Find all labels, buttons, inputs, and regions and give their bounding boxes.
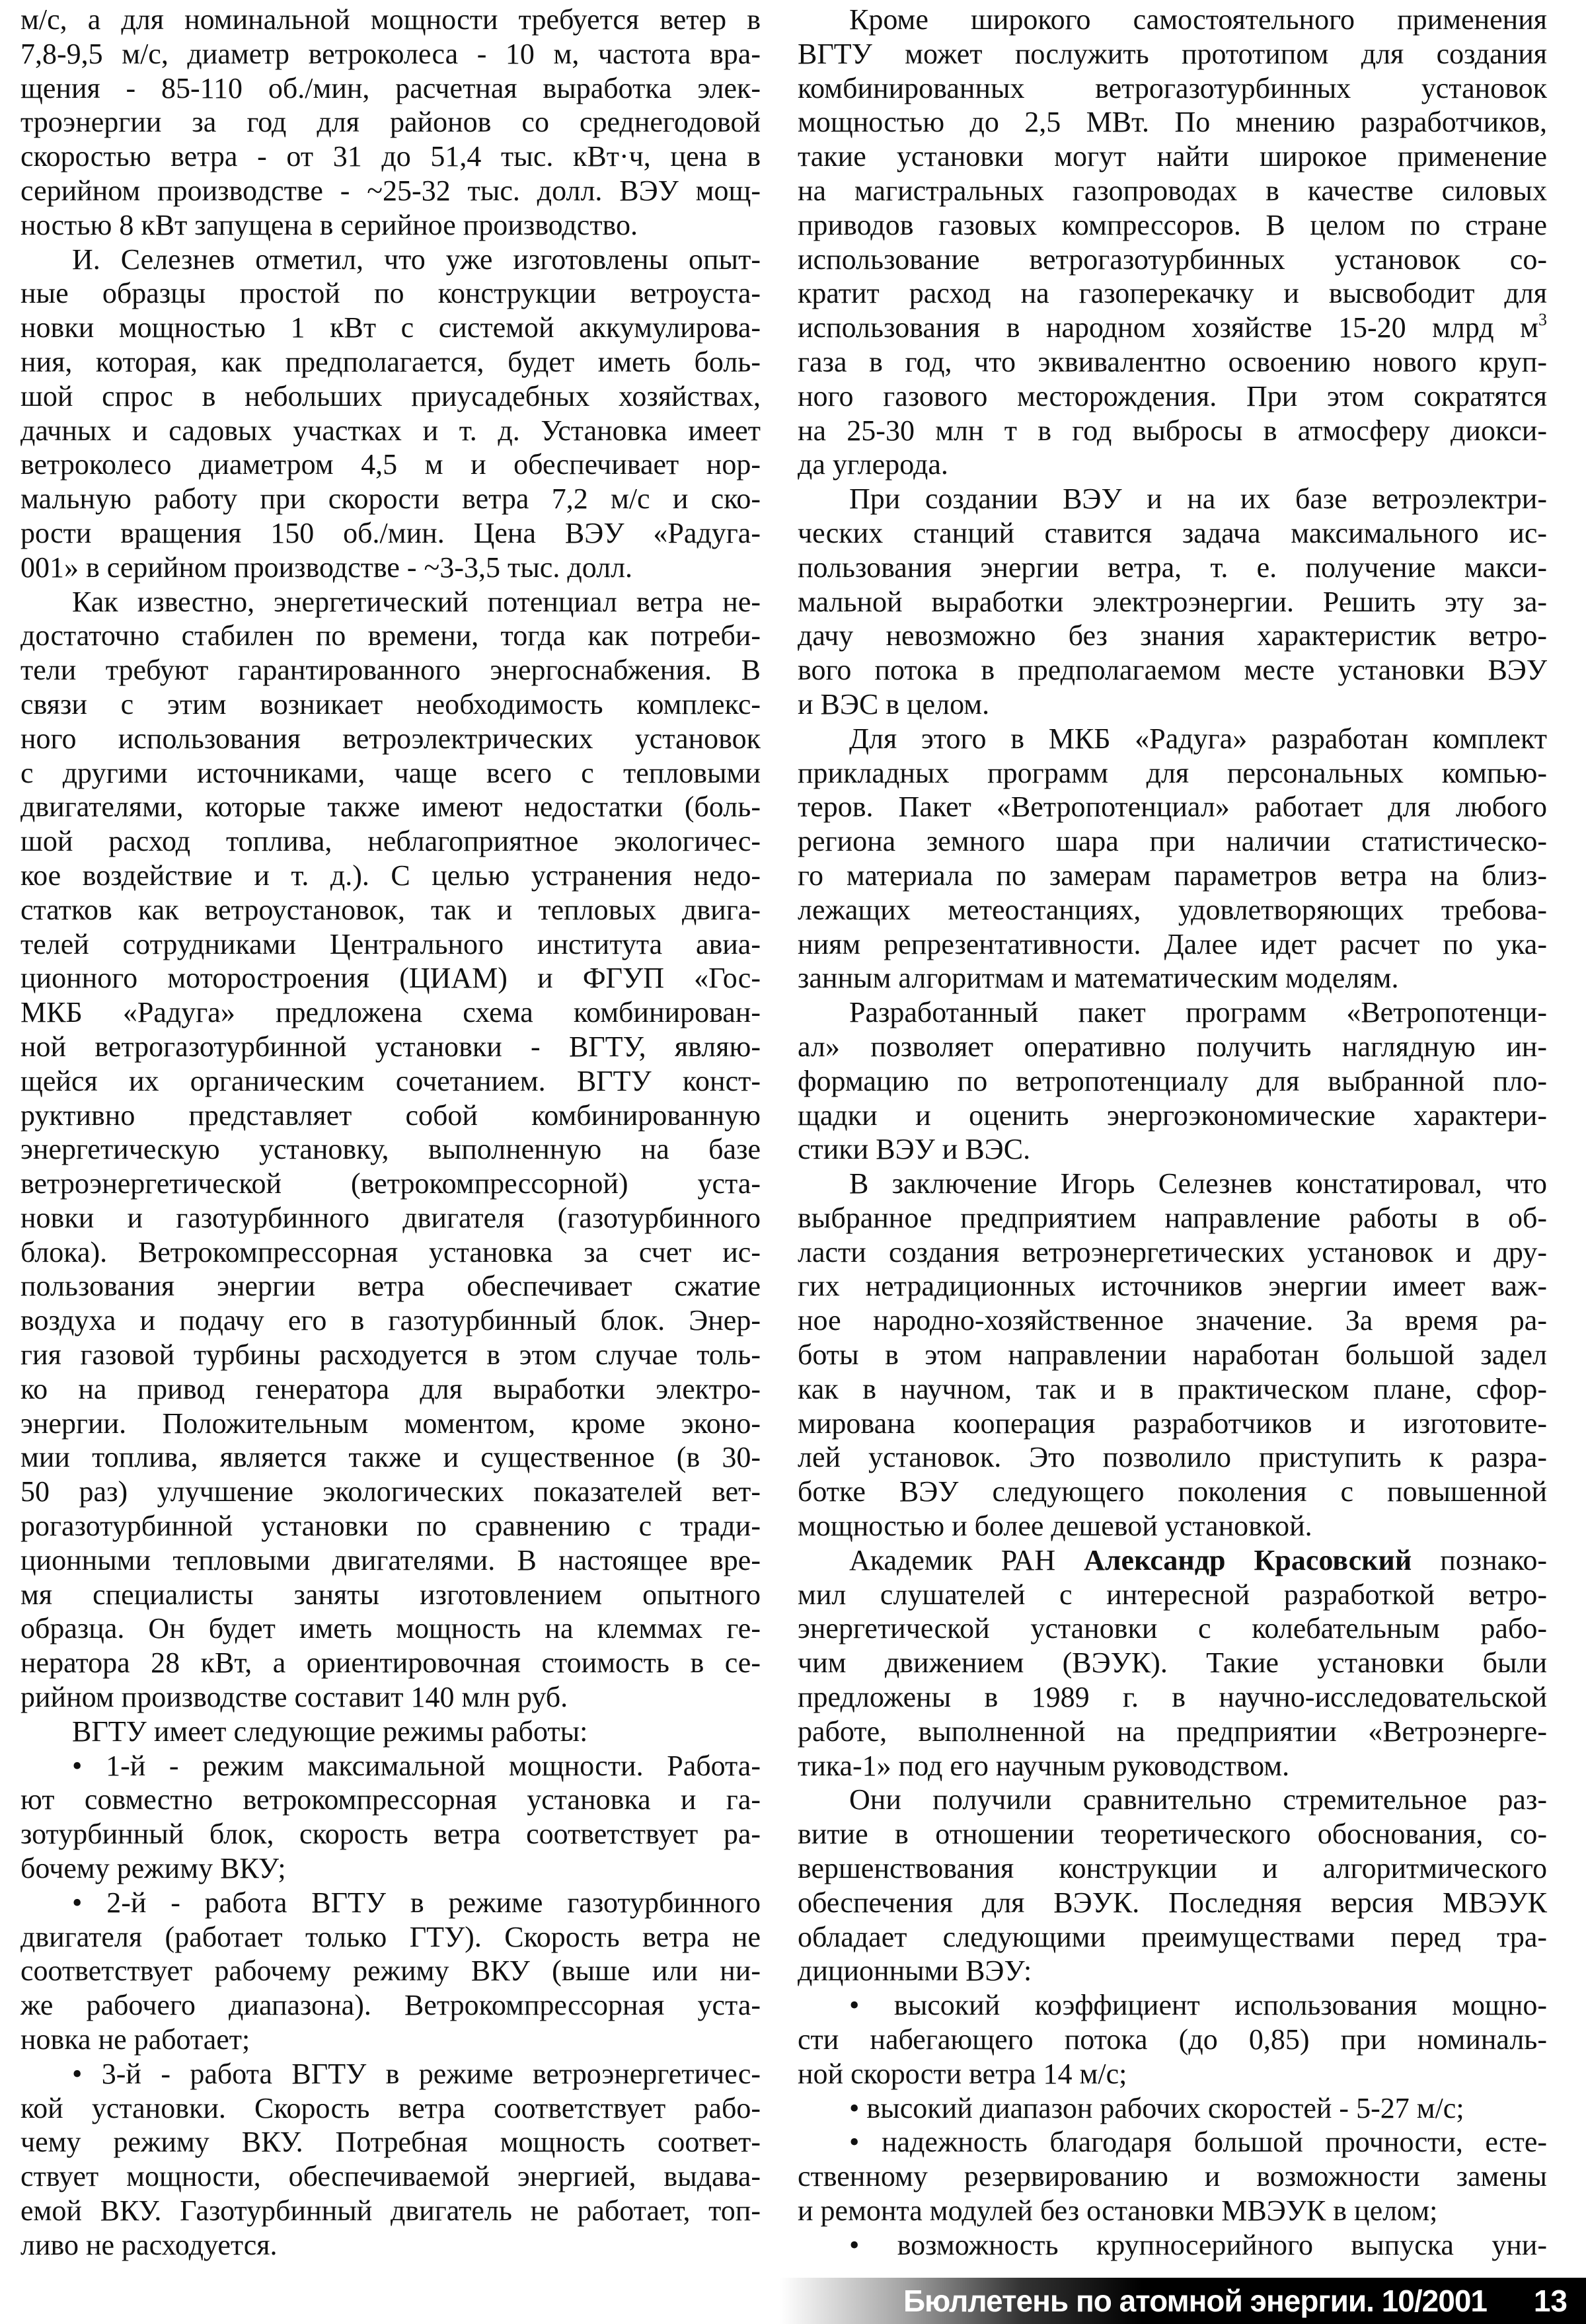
text-line: комбинированных ветрогазотурбинных установок (798, 71, 1547, 104)
text-line: ВГТУ имеет следующие режимы работы: (72, 1715, 588, 1748)
text-line: ционного моторостроения (ЦИАМ) и ФГУП «Гос- (20, 962, 761, 995)
paragraph (798, 2228, 1547, 2263)
text-line: ал» позволяет оперативно получить наглядную ин- (798, 1030, 1547, 1063)
text-line: ВГТУ может послужить прототипом для создания (798, 37, 1547, 70)
text-line: щения - 85-110 об./мин, расчетная выработка элек- (20, 71, 761, 104)
text-line: энергии. Положительным моментом, кроме эконо- (20, 1407, 761, 1440)
text-line: гия газовой турбины расходуется в этом случае толь- (20, 1338, 761, 1372)
text-line: скоростью ветра - от 31 до 51,4 тыс. кВт·ч, цена в (20, 140, 761, 173)
text-line: ционными тепловыми двигателями. В настоящее вре- (20, 1543, 761, 1576)
text-line: зотурбинный блок, скорость ветра соответствует ра- (20, 1818, 761, 1851)
text-line: мальной выработки электроэнергии. Решить эту за- (798, 585, 1547, 618)
text-line: газа в год, что эквивалентно освоению нового круп- (798, 345, 1547, 378)
text-line: серийном производстве - ~25-32 тыс. долл. ВЭУ мощ- (20, 174, 761, 207)
journal-title: Бюллетень по атомной энергии. 10/2001 (903, 2284, 1487, 2318)
text-line: 001» в серийном производстве - ~3-3,5 тыс. долл. (20, 551, 633, 584)
text-line: вого потока в предполагаемом месте установки ВЭУ (798, 654, 1547, 687)
text-line: с другими источниками, чаще всего с тепловыми (20, 756, 761, 789)
text-line: мил слушателей с интересной разработкой ветро- (798, 1578, 1547, 1611)
text-line: ветроэнергетической (ветрокомпрессорной) уста- (20, 1167, 761, 1200)
text-line: рийном производстве составит 140 млн руб. (20, 1681, 568, 1714)
text-line: энергетическую установку, выполненную на базе (20, 1133, 761, 1166)
text-line: воздуха и подачу его в газотурбинный блок. Энер- (20, 1304, 761, 1337)
paragraph (798, 1783, 1547, 1988)
text-line (798, 1543, 1547, 1578)
text-line: как в научном, так и в практическом плане, сфор- (798, 1372, 1547, 1405)
text-line: м/с, а для номинальной мощности требуется ветер в (20, 3, 761, 36)
text-line: боты в этом направлении наработан большой задел (798, 1338, 1547, 1372)
text-line: мя специалисты заняты изготовлением опытного (20, 1578, 761, 1611)
text-line: шой спрос в небольших приусадебных хозяйствах, (20, 379, 761, 412)
text-line: ния, которая, как предполагается, будет иметь боль- (20, 345, 761, 378)
text-line: дачных и садовых участках и т. д. Установка имеет (20, 414, 761, 447)
text-line: вершенствования конструкции и алгоритмического (798, 1852, 1547, 1885)
paragraph (20, 1749, 761, 1886)
text-line (798, 311, 1547, 345)
text-line: ствует мощности, обеспечиваемой энергией, выдава- (20, 2160, 761, 2193)
text-line: ностью 8 кВт запущена в серийное производство. (20, 208, 638, 241)
text-line: Кроме широкого самостоятельного применения (849, 3, 1547, 36)
text-line: троэнергии за год для районов со среднегодовой (20, 106, 761, 139)
text-line: обладает следующими преимуществами перед тра- (798, 1920, 1547, 1953)
text-line: и ремонта модулей без остановки МВЭУК в целом; (798, 2194, 1438, 2227)
text-segment: использования в народном хозяйстве 15-20 млрд м (798, 311, 1538, 344)
text-line: шой расход топлива, неблагоприятное экологичес- (20, 825, 761, 858)
text-line: • высокий диапазон рабочих скоростей - 5-27 м/с; (849, 2091, 1464, 2124)
text-line: соответствует рабочему режиму ВКУ (выше или ни- (20, 1955, 761, 1988)
text-line: При создании ВЭУ и на их базе ветроэлектри- (849, 483, 1547, 516)
text-line: емой ВКУ. Газотурбинный двигатель не работает, топ- (20, 2194, 761, 2227)
text-line: кратит расход на газоперекачку и высвободит для (798, 277, 1547, 310)
text-line: чим движением (ВЭУК). Такие установки были (798, 1646, 1547, 1680)
text-line: двигателями, которые также имеют недостатки (боль- (20, 791, 761, 824)
text-line: связи с этим возникает необходимость комплекс- (20, 687, 761, 720)
text-line: 7,8-9,5 м/с, диаметр ветроколеса - 10 м, частота вра- (20, 37, 761, 70)
paragraph (798, 1988, 1547, 2091)
text-line: лей установок. Это позволило приступить к разра- (798, 1441, 1547, 1474)
text-line: блока). Ветрокомпрессорная установка за счет ис- (20, 1235, 761, 1268)
text-line: мирована кооперация разработчиков и изготовите- (798, 1407, 1547, 1440)
paragraph (798, 722, 1547, 995)
text-line: тели требуют гарантированного энергоснабжения. В (20, 654, 761, 687)
text-line: ветроколесо диаметром 4,5 м и обеспечивает нор- (20, 448, 761, 481)
text-line: бочему режиму ВКУ; (20, 1852, 286, 1885)
superscript: 3 (1538, 310, 1547, 330)
text-line: выбранное предприятием направление работы в об- (798, 1201, 1547, 1234)
text-line: телей сотрудниками Центрального института авиа- (20, 927, 761, 960)
text-line: новка не работает; (20, 2023, 250, 2056)
text-line: теров. Пакет «Ветропотенциал» работает для любого (798, 791, 1547, 824)
text-line: ного газового месторождения. При этом сократятся (798, 379, 1547, 412)
text-line: щадки и оценить энергоэкономические характери- (798, 1099, 1547, 1132)
text-line: ного использования ветроэлектрических установок (20, 722, 761, 755)
text-line: работе, выполненной на предприятии «Ветроэнерге- (798, 1715, 1547, 1748)
left-column (20, 3, 761, 2263)
text-line: стики ВЭУ и ВЭС. (798, 1133, 1031, 1166)
text-line: щейся их органическим сочетанием. ВГТУ конст- (20, 1064, 761, 1097)
text-line: В заключение Игорь Селезнев констатировал, что (849, 1167, 1547, 1200)
text-line: же рабочего диапазона). Ветрокомпрессорная уста- (20, 1989, 761, 2022)
text-line: занным алгоритмам и математическим моделям. (798, 962, 1399, 995)
text-line: новки мощностью 1 кВт с системой аккумулирова- (20, 311, 761, 344)
text-line: прикладных программ для персональных компью- (798, 756, 1547, 789)
text-line: мии топлива, является также и существенное (в 30- (20, 1441, 761, 1474)
text-line: витие в отношении теоретического обоснования, со- (798, 1818, 1547, 1851)
paragraph (798, 995, 1547, 1167)
text-line: • 1-й - режим максимальной мощности. Работа- (72, 1749, 761, 1782)
text-line: ное народно-хозяйственное значение. За время ра- (798, 1304, 1547, 1337)
text-line: руктивно представляет собой комбинированную (20, 1099, 761, 1132)
text-line: го материала по замерам параметров ветра на близ- (798, 859, 1547, 892)
text-line: МКБ «Радуга» предложена схема комбинирован- (20, 996, 761, 1029)
text-line: ко на привод генератора для выработки электро- (20, 1372, 761, 1405)
text-line: Они получили сравнительно стремительное раз- (849, 1783, 1547, 1816)
text-line: достаточно стабилен по времени, тогда как потреби- (20, 619, 761, 652)
text-line: рогазотурбинной установки по сравнению с тради- (20, 1510, 761, 1543)
text-line: ственному резервированию и возможности замены (798, 2160, 1547, 2193)
paragraph (798, 2091, 1547, 2126)
text-line: ные образцы простой по конструкции ветроуста- (20, 277, 761, 310)
text-segment: познако- (1412, 1543, 1547, 1576)
text-line: пользования энергии ветра обеспечивает сжатие (20, 1270, 761, 1303)
text-line: сти набегающего потока (до 0,85) при номиналь- (798, 2023, 1547, 2056)
text-line: на 25-30 млн т в год выбросы в атмосферу диокси- (798, 414, 1547, 447)
text-line: на магистральных газопроводах в качестве силовых (798, 174, 1547, 207)
text-line: двигателя (работает только ГТУ). Скорость ветра не (20, 1920, 761, 1953)
text-line: • высокий коэффициент использования мощно- (849, 1989, 1547, 2022)
text-line: такие установки могут найти широкое применение (798, 140, 1547, 173)
text-line: предложены в 1989 г. в научно-исследовательской (798, 1681, 1547, 1714)
text-line: 50 раз) улучшение экологических показателей вет- (20, 1475, 761, 1508)
text-line: образца. Он будет иметь мощность на клеммах ге- (20, 1612, 761, 1645)
text-line: формацию по ветропотенциалу для выбранной пло- (798, 1064, 1547, 1097)
text-line: нератора 28 кВт, а ориентировочная стоимость в се- (20, 1646, 761, 1680)
text-line: Как известно, энергетический потенциал ветра не- (72, 585, 761, 618)
text-line: гих нетрадиционных источников энергии имеет важ- (798, 1270, 1547, 1303)
text-line: • 3-й - работа ВГТУ в режиме ветроэнергетичес- (72, 2057, 761, 2090)
paragraph (20, 2057, 761, 2263)
paragraph (20, 243, 761, 585)
text-line: и ВЭС в целом. (798, 687, 990, 720)
text-line: кой установки. Скорость ветра соответствует рабо- (20, 2091, 761, 2124)
paragraph (20, 1886, 761, 2057)
text-line: лежащих метеостанциях, удовлетворяющих требова- (798, 893, 1547, 926)
speaker-name: Александр Красовский (1084, 1543, 1412, 1576)
text-line: • надежность благодаря большой прочности, есте- (849, 2126, 1547, 2159)
paragraph (20, 585, 761, 1715)
paragraph (798, 482, 1547, 722)
text-line: дачу невозможно без знания характеристик ветро- (798, 619, 1547, 652)
page-number: 13 (1533, 2284, 1567, 2318)
text-line: ют совместно ветрокомпрессорная установка и га- (20, 1783, 761, 1816)
text-line: ниям репрезентативности. Далее идет расчет по ука- (798, 927, 1547, 960)
text-line: мощностью до 2,5 МВт. По мнению разработчиков, (798, 106, 1547, 139)
text-line: диционными ВЭУ: (798, 1955, 1032, 1988)
text-line: обеспечения для ВЭУК. Последняя версия МВЭУК (798, 1886, 1547, 1919)
text-line: кое воздействие и т. д.). С целью устранения недо- (20, 859, 761, 892)
text-line: ной скорости ветра 14 м/с; (798, 2057, 1127, 2090)
page-footer (780, 2278, 1586, 2324)
text-line: чему режиму ВКУ. Потребная мощность соответ- (20, 2126, 761, 2159)
text-segment: Академик РАН (849, 1543, 1084, 1576)
text-line: И. Селезнев отметил, что уже изготовлены опыт- (72, 243, 761, 276)
text-line: ческих станций ставится задача максимального ис- (798, 516, 1547, 549)
text-line: статков как ветроустановок, так и тепловых двига- (20, 893, 761, 926)
text-line: приводов газовых компрессоров. В целом по стране (798, 208, 1547, 241)
text-line: ной ветрогазотурбинной установки - ВГТУ, являю- (20, 1030, 761, 1063)
paragraph (798, 1543, 1547, 1783)
text-line: ласти создания ветроэнергетических установок и дру- (798, 1235, 1547, 1268)
text-line: ливо не расходуется. (20, 2228, 278, 2261)
text-line: мальную работу при скорости ветра 7,2 м/с и ско- (20, 483, 761, 516)
text-line: ботке ВЭУ следующего поколения с повышенной (798, 1475, 1547, 1508)
text-line: • 2-й - работа ВГТУ в режиме газотурбинного (72, 1886, 761, 1919)
right-column (798, 3, 1547, 2263)
text-line: Разработанный пакет программ «Ветропотенци- (849, 996, 1547, 1029)
paragraph (798, 1167, 1547, 1543)
text-line: да углерода. (798, 448, 948, 481)
paragraph (798, 2125, 1547, 2227)
text-line: тика-1» под его научным руководством. (798, 1749, 1290, 1782)
text-line: пользования энергии ветра, т. е. получение макси- (798, 551, 1547, 584)
text-line: энергетической установки с колебательным рабо- (798, 1612, 1547, 1645)
text-line: • возможность крупносерийного выпуска уни- (849, 2228, 1547, 2261)
text-line: Для этого в МКБ «Радуга» разработан комплект (849, 722, 1547, 755)
text-line: региона земного шара при наличии статистическо- (798, 825, 1547, 858)
text-line: мощностью и более дешевой установкой. (798, 1510, 1312, 1543)
paragraph (20, 1715, 761, 1749)
paragraph (20, 3, 761, 243)
text-line: использование ветрогазотурбинных установок со- (798, 243, 1547, 276)
text-line: новки и газотурбинного двигателя (газотурбинного (20, 1201, 761, 1234)
text-line: рости вращения 150 об./мин. Цена ВЭУ «Радуга- (20, 516, 761, 549)
paragraph (798, 3, 1547, 482)
